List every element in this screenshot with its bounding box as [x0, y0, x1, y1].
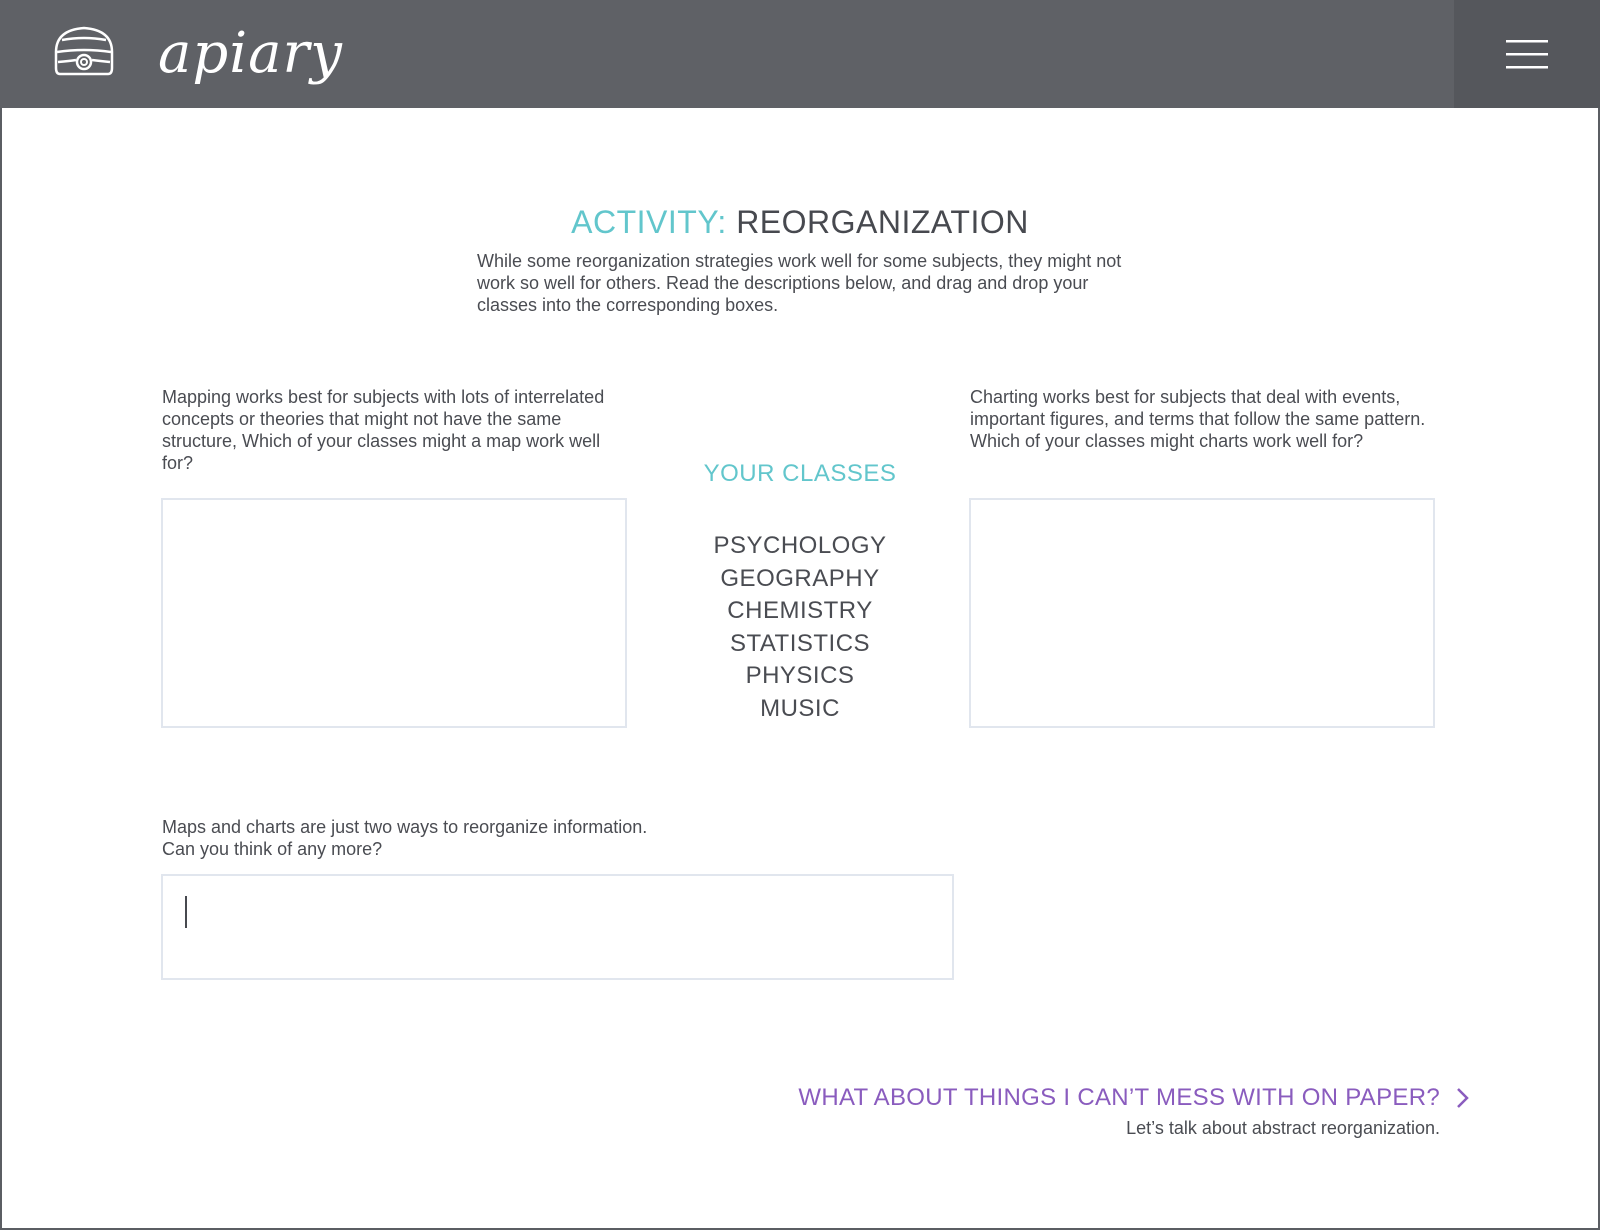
class-item-geography[interactable]: GEOGRAPHY [720, 564, 880, 592]
brand-logo[interactable]: apiary [158, 21, 343, 86]
page-title [0, 200, 1600, 244]
class-item-chemistry[interactable]: CHEMISTRY [727, 597, 873, 624]
class-item-psychology[interactable]: PSYCHOLOGY [713, 532, 887, 559]
chevron-right-icon [1456, 1087, 1470, 1109]
activity-label: ACTIVITY: [571, 204, 727, 240]
charting-drop-zone[interactable] [969, 498, 1435, 728]
text-caret [185, 896, 187, 928]
your-classes-heading: YOUR CLASSES [703, 460, 897, 487]
activity-intro: While some reorganization strategies work well for some subjects, they might not work so well for others. Read the descriptions below, and drag and drop your classes into the corresponding boxes. [477, 251, 1122, 315]
class-item-statistics[interactable]: STATISTICS [729, 629, 871, 657]
top-bar [0, 0, 1600, 108]
more-ways-question: Maps and charts are just two ways to reorganize information. Can you think of any more? [162, 817, 648, 859]
activity-title: REORGANIZATION [736, 204, 1029, 240]
next-section-label: WHAT ABOUT THINGS I CAN’T MESS WITH ON PAPER? [798, 1084, 1440, 1111]
beehive-icon[interactable] [52, 22, 116, 86]
class-list [660, 530, 940, 725]
charting-description: Charting works best for subjects that deal with events, important figures, and terms that follow the same pattern. Which of your classes might charts work well for? [970, 387, 1426, 451]
menu-button[interactable] [1454, 0, 1600, 108]
mapping-drop-zone[interactable] [161, 498, 627, 728]
mapping-description: Mapping works best for subjects with lots of interrelated concepts or theories that might not have the same structure, Which of your classes might a map work well for? [162, 387, 605, 473]
more-ways-input[interactable] [161, 874, 954, 980]
class-item-music[interactable]: MUSIC [760, 694, 840, 722]
class-item-physics[interactable]: PHYSICS [745, 662, 855, 689]
next-section-subtitle: Let’s talk about abstract reorganization. [1126, 1118, 1440, 1138]
next-section-link[interactable] [798, 1082, 1470, 1114]
hamburger-icon [1506, 38, 1548, 70]
